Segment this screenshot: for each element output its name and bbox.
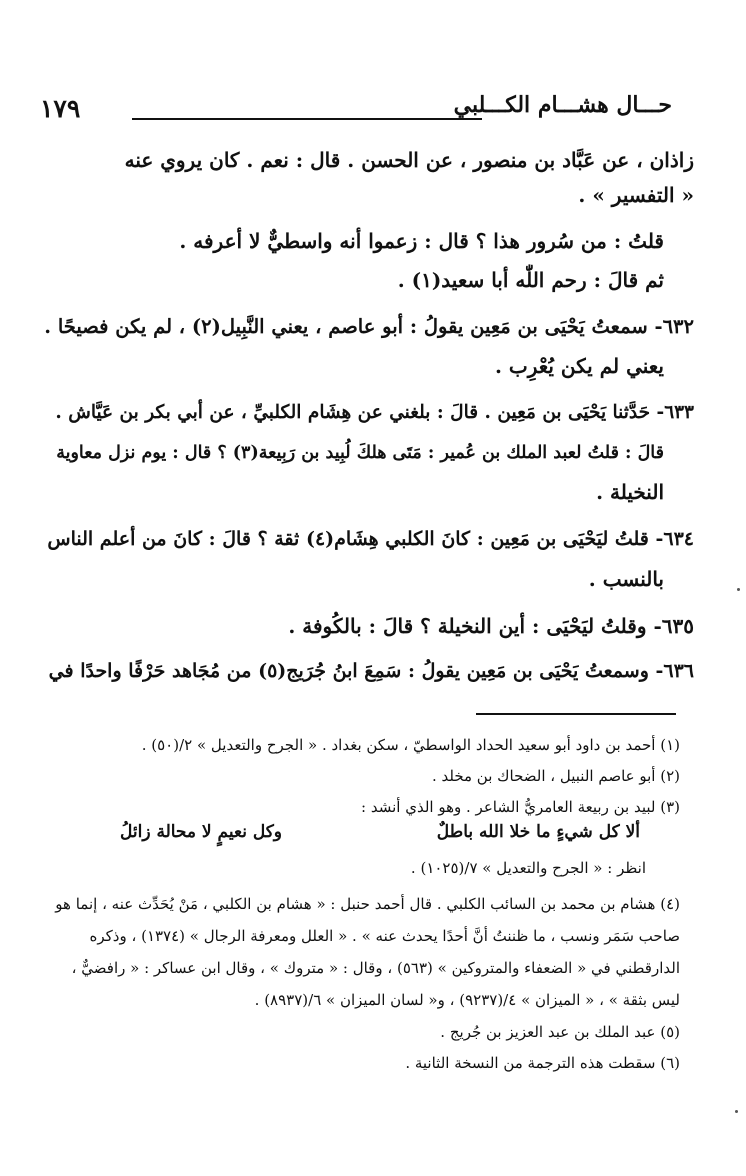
footnote: (٥) عبد الملك بن عبد العزيز بن جُريج . [440,1023,680,1041]
body-line: ٦٣٢- سمعتُ يَحْيَى بن مَعِين يقولُ : أبو عاصم ، يعني النَّبِيل(٢) ، لم يكن فصيحًا . [44,315,694,338]
footnote: (٦) سقطت هذه الترجمة من النسخة الثانية . [405,1054,680,1072]
footnote: (١) أحمد بن داود أبو سعيد الحداد الواسطيّ ، سكن بغداد . « الجرح والتعديل » ٢/(٥٠) . [141,736,680,754]
footnote: ليس بثقة » ، « الميزان » ٤/(٩٢٣٧) ، و« لسان الميزان » ٦/(٨٩٣٧) . [254,991,680,1009]
verse [120,822,640,852]
verse-hemistich-1: ألا كل شيءٍ ما خلا الله باطلٌ [436,822,640,842]
body-line: النخيلة . [596,480,664,504]
scan-speck [737,588,740,591]
body-line: زاذان ، عن عَبَّاد بن منصور ، عن الحسن . قال : نعم . كان يروي عنه [124,148,694,172]
footnote: انظر : « الجرح والتعديل » ٧/(١٠٢٥) . [410,859,646,877]
body-line: قالَ : قلتُ لعبد الملك بن عُمير : مَتَى هلكَ لُبِيد بن رَبِيعة(٣) ؟ قال : يوم نزل معاوية [56,443,664,463]
page-number: ١٧٩ [40,94,81,123]
body-line: يعني لم يكن يُعْرِب . [494,354,664,378]
verse-hemistich-2: وكل نعيمٍ لا محالة زائلُ [120,822,283,842]
body-line: « التفسير » . [578,183,694,207]
footnote: صاحب سَمَر ونسب ، ما ظننتُ أنَّ أحدًا يحدث عنه » . « العلل ومعرفة الرجال » (١٣٧٤) ، وذكره [89,927,680,945]
body-line: بالنسب . [588,567,664,591]
footnote: (٣) لبيد بن ربيعة العامريُّ الشاعر . وهو الذي أنشد : [361,798,680,816]
body-line: ٦٣٦- وسمعتُ يَحْيَى بن مَعِين يقولُ : سَمِعَ ابنُ جُرَيج(٥) من مُجَاهد حَرْفًا واحدًا في [48,660,694,682]
body-line: قلتُ : من سُرور هذا ؟ قال : زعموا أنه واسطيٌّ لا أعرفه . [179,229,664,253]
body-line: ٦٣٤- قلتُ ليَحْيَى بن مَعِين : كانَ الكلبي هِشَام(٤) ثقة ؟ قالَ : كانَ من أعلم الناس [47,528,694,550]
header-rule [132,118,482,120]
scan-speck [735,1110,738,1113]
footnote: (٤) هشام بن محمد بن السائب الكلبي . قال أحمد حنبل : « هشام بن الكلبي ، مَنْ يُحَدِّث عنه ، إنما هو [55,895,680,913]
body-line: ٦٣٣- حَدَّثنا يَحْيَى بن مَعِين . قالَ : بلغني عن هِشَام الكلبيِّ ، عن أبي بكر بن عَيَّاش . [55,402,694,423]
body-line: ثم قالَ : رحم اللّٰه أبا سعيد(١) . [397,268,664,292]
footnote-rule [476,713,676,715]
body-line: ٦٣٥- وقلتُ ليَحْيَى : أين النخيلة ؟ قالَ : بالكُوفة . [288,614,694,638]
footnote: الدارقطني في « الضعفاء والمتروكين » (٥٦٣) ، وقال : « متروك » ، وقال ابن عساكر : « رافضيٌّ ، [71,959,680,977]
page-header [40,92,672,132]
footnote: (٢) أبو عاصم النبيل ، الضحاك بن مخلد . [431,767,680,785]
running-title: حـــال هشـــام الكـــلبي [453,92,672,118]
